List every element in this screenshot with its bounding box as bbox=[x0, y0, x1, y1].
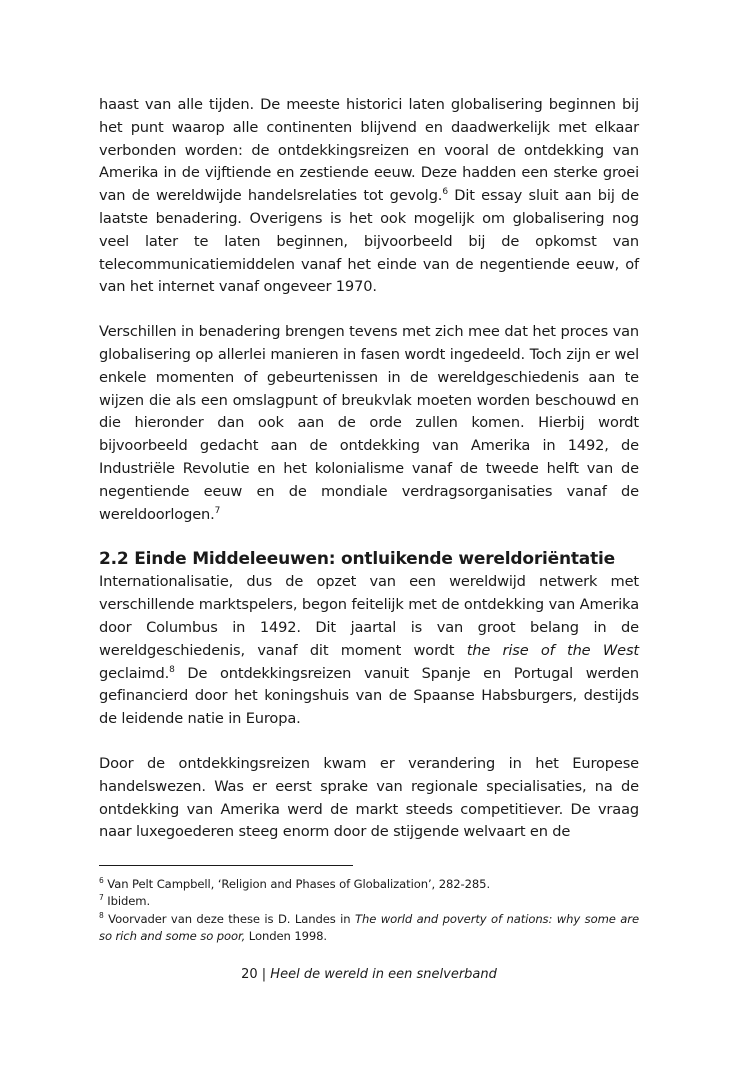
emphasis-text: the rise of the West bbox=[466, 641, 639, 659]
paragraph-text: Door de ontdekkingsreizen kwam er verandering in het Europese handelswezen. Was er eerst sprake van regionale specialisaties, na de ontdekking van Amerika werd de markt steeds competitiever. De vraag naar luxegoederen steeg enorm door de stijgende welvaart en de bbox=[99, 754, 639, 841]
paragraph-2 bbox=[99, 321, 639, 526]
footnote-6 bbox=[99, 876, 639, 893]
paragraph-3 bbox=[99, 571, 639, 731]
paragraph-4 bbox=[99, 753, 639, 844]
footnote-number: 6 bbox=[99, 876, 104, 885]
footnote-text: Van Pelt Campbell, ‘Religion and Phases of Globalization’, 282-285. bbox=[103, 877, 491, 891]
footnote-number: 7 bbox=[99, 893, 104, 903]
book-title: Heel de wereld in een snelverband bbox=[270, 967, 497, 982]
paragraph-text: Verschillen in benadering brengen tevens met zich mee dat het proces van globalisering op allerlei manieren in fasen wordt ingedeeld. Toch zijn er wel enkele momenten of gebeurtenissen in de wereldgeschiedenis aan te wijzen die als een omslagpunt of breukvlak moeten worden beschouwd en die hieronder dan ook aan de orde zullen komen. Hierbij wordt bijvoorbeeld gedacht aan de ontdekking van Amerika in 1492, de Industriële Revolutie en het kolonialisme vanaf de tweede helft van de negentiende eeuw en de mondiale verdragsorganisaties vanaf de wereldoorlogen. bbox=[99, 323, 639, 523]
footnote-ref[interactable]: 7 bbox=[214, 505, 221, 516]
footnote-number: 8 bbox=[99, 910, 104, 920]
footnote-divider bbox=[99, 865, 353, 866]
page-footer bbox=[0, 965, 738, 985]
paragraph-text: Internationalisatie, dus de opzet van een wereldwijd netwerk met verschillende marktspelers, begon feitelijk met de ontdekking van Amerika door Columbus in 1492. Dit jaartal is van groot belang in de wereldgeschiedenis, vanaf dit moment wordt bbox=[99, 573, 639, 659]
page-body bbox=[99, 94, 639, 844]
page-number: 20 bbox=[241, 967, 258, 982]
footnote-ref[interactable]: 6 bbox=[442, 187, 448, 198]
section-heading: 2.2 Einde Middeleeuwen: ontluikende wereldoriëntatie bbox=[99, 549, 615, 570]
paragraph-text: De ontdekkingsreizen vanuit Spanje en Portugal werden gefinancierd door het koningshuis van de Spaanse Habsburgers, destijds de leidende natie in Europa. bbox=[99, 664, 639, 728]
footnote-7 bbox=[99, 893, 639, 910]
footnote-8 bbox=[99, 911, 639, 946]
paragraph-1 bbox=[99, 94, 639, 299]
paragraph-text: haast van alle tijden. De meeste historici laten globalisering beginnen bij het punt waarop alle continenten blijvend en daadwerkelijk met elkaar verbonden worden: de ontdekkingsreizen en vooral de ontdekking van Amerika in de vijftiende en zestiende eeuw. Deze hadden een sterke groei van de wereldwijde handelsrelaties tot gevolg. bbox=[99, 96, 639, 205]
footnote-text: Voorvader van deze these is D. Landes in bbox=[103, 911, 356, 926]
footnote-text: Londen 1998. bbox=[245, 929, 328, 944]
footnote-text: Ibidem. bbox=[103, 894, 151, 909]
footnote-ref[interactable]: 8 bbox=[169, 664, 175, 675]
footnotes bbox=[99, 876, 639, 946]
paragraph-text: Dit essay sluit aan bij de laatste benadering. Overigens is het ook mogelijk om globalisering nog veel later te laten beginnen, bijvoorbeeld bij de opkomst van telecommunicatiemiddelen vanaf het einde van de negentiende eeuw, of van het internet vanaf ongeveer 1970. bbox=[99, 187, 640, 296]
paragraph-text: geclaimd. bbox=[99, 664, 170, 682]
footer-separator: | bbox=[257, 967, 271, 982]
footnote-emphasis: The world and poverty of nations: why some are so rich and some so poor, bbox=[99, 911, 640, 944]
